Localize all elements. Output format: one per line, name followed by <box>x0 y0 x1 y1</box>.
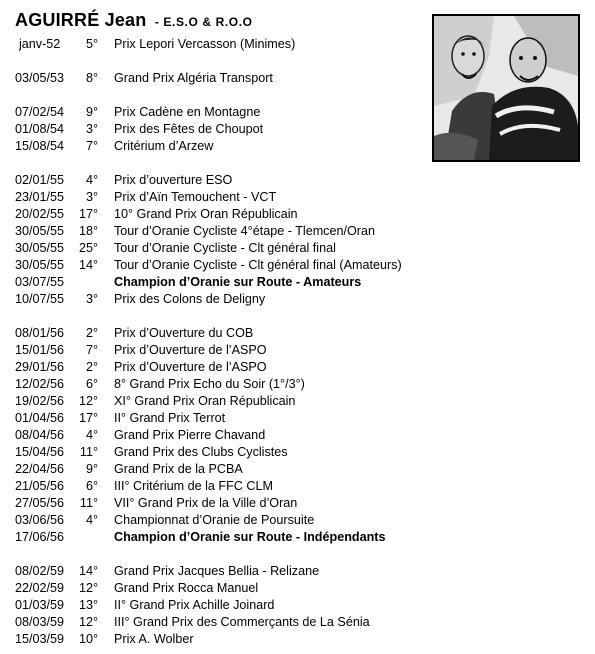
result-place: 11° <box>79 496 98 510</box>
result-event: Champion d’Oranie sur Route - Amateurs <box>114 275 362 289</box>
result-date: 20/02/55 <box>15 207 65 221</box>
result-place: 10° <box>78 632 98 646</box>
result-row <box>0 274 430 291</box>
result-row <box>0 291 430 308</box>
result-row <box>0 410 430 427</box>
result-row <box>0 359 430 376</box>
result-date: 15/08/54 <box>15 139 65 153</box>
result-event: Grand Prix Jacques Bellia - Relizane <box>114 564 320 578</box>
result-event: Tour d’Oranie Cycliste - Clt général final <box>114 241 336 255</box>
result-date: 15/03/59 <box>15 632 65 646</box>
result-event: Prix d’Aïn Temouchent - VCT <box>114 190 277 204</box>
result-row <box>0 597 430 614</box>
result-place: 7° <box>85 139 98 153</box>
result-date: 03/06/56 <box>15 513 65 527</box>
result-date: 08/01/56 <box>15 326 65 340</box>
results-list <box>0 36 430 648</box>
result-event: Grand Prix des Clubs Cyclistes <box>114 445 288 459</box>
result-event: VII° Grand Prix de la Ville d’Oran <box>114 496 298 510</box>
result-row <box>0 70 430 87</box>
result-row <box>0 36 430 53</box>
result-date: 01/03/59 <box>15 598 65 612</box>
result-row <box>0 189 430 206</box>
result-event: Prix des Fêtes de Choupot <box>114 122 264 136</box>
result-row <box>0 478 430 495</box>
result-place: 6° <box>85 377 98 391</box>
result-place: 14° <box>78 564 98 578</box>
spacer-row <box>0 53 430 70</box>
result-event: XI° Grand Prix Oran Républicain <box>114 394 296 408</box>
result-row <box>0 393 430 410</box>
result-place: 17° <box>78 411 98 425</box>
result-event: Prix d’Ouverture de l’ASPO <box>114 360 267 374</box>
result-date: 30/05/55 <box>15 241 65 255</box>
result-event: Prix Lepori Vercasson (Minimes) <box>114 37 296 51</box>
result-row <box>0 529 430 546</box>
result-row <box>0 172 430 189</box>
photo-image <box>434 16 578 160</box>
result-place: 8° <box>85 71 98 85</box>
result-event: Prix A. Wolber <box>114 632 194 646</box>
result-place: 13° <box>78 598 98 612</box>
result-date: 15/01/56 <box>15 343 65 357</box>
result-place: 14° <box>78 258 98 272</box>
spacer-row <box>0 155 430 172</box>
result-place: 6° <box>85 479 98 493</box>
result-date: 17/06/56 <box>15 530 65 544</box>
result-place: 4° <box>85 428 98 442</box>
result-event: III° Grand Prix des Commerçants de La Sénia <box>114 615 370 629</box>
result-row <box>0 138 430 155</box>
result-event: Prix d’Ouverture du COB <box>114 326 254 340</box>
rider-name: AGUIRRÉ Jean <box>15 10 147 30</box>
result-event: Prix Cadène en Montagne <box>114 105 261 119</box>
result-event: Champion d’Oranie sur Route - Indépendants <box>114 530 386 544</box>
result-date: 03/07/55 <box>15 275 65 289</box>
result-place: 4° <box>85 513 98 527</box>
result-place: 9° <box>85 105 98 119</box>
result-row <box>0 376 430 393</box>
result-place: 4° <box>85 173 98 187</box>
rider-clubs: - E.S.O & R.O.O <box>154 15 253 29</box>
result-date: 08/03/59 <box>15 615 65 629</box>
result-event: Grand Prix Algéria Transport <box>114 71 273 85</box>
result-date: 01/04/56 <box>15 411 65 425</box>
result-place: 9° <box>85 462 98 476</box>
result-row <box>0 257 430 274</box>
result-event: 10° Grand Prix Oran Républicain <box>114 207 298 221</box>
result-event: Grand Prix Pierre Chavand <box>114 428 266 442</box>
result-place: 18° <box>78 224 98 238</box>
result-event: Critérium d’Arzew <box>114 139 214 153</box>
result-place: 12° <box>78 581 98 595</box>
result-date: 30/05/55 <box>15 224 65 238</box>
result-place: 12° <box>78 394 98 408</box>
result-row <box>0 444 430 461</box>
result-row <box>0 240 430 257</box>
result-event: Tour d’Oranie Cycliste 4°étape - Tlemcen/Oran <box>114 224 375 238</box>
spacer-row <box>0 308 430 325</box>
result-event: Prix d’ouverture ESO <box>114 173 233 187</box>
result-row <box>0 121 430 138</box>
result-date: 01/08/54 <box>15 122 65 136</box>
result-event: II° Grand Prix Terrot <box>114 411 226 425</box>
result-date: 02/01/55 <box>15 173 65 187</box>
result-event: II° Grand Prix Achille Joinard <box>114 598 275 612</box>
result-date: 07/02/54 <box>15 105 65 119</box>
result-date: 29/01/56 <box>15 360 65 374</box>
result-row <box>0 461 430 478</box>
result-row <box>0 614 430 631</box>
result-place: 25° <box>78 241 98 255</box>
result-event: Tour d’Oranie Cycliste - Clt général final (Amateurs) <box>114 258 402 272</box>
result-event: Grand Prix de la PCBA <box>114 462 243 476</box>
result-row <box>0 206 430 223</box>
result-place: 3° <box>85 122 98 136</box>
result-place: 5° <box>85 37 98 51</box>
result-date: janv-52 <box>19 37 61 51</box>
result-place: 2° <box>85 326 98 340</box>
result-date: 19/02/56 <box>15 394 65 408</box>
result-event: 8° Grand Prix Echo du Soir (1°/3°) <box>114 377 305 391</box>
result-row <box>0 631 430 648</box>
result-place: 12° <box>78 615 98 629</box>
spacer-row <box>0 546 430 563</box>
result-row <box>0 104 430 121</box>
result-row <box>0 563 430 580</box>
result-date: 12/02/56 <box>15 377 65 391</box>
result-place: 3° <box>85 292 98 306</box>
result-row <box>0 580 430 597</box>
result-date: 03/05/53 <box>15 71 65 85</box>
spacer-row <box>0 87 430 104</box>
result-event: Championnat d’Oranie de Poursuite <box>114 513 315 527</box>
result-date: 22/04/56 <box>15 462 65 476</box>
result-event: Grand Prix Rocca Manuel <box>114 581 259 595</box>
rider-photo <box>432 14 580 162</box>
result-place: 7° <box>85 343 98 357</box>
result-date: 15/04/56 <box>15 445 65 459</box>
result-row <box>0 495 430 512</box>
result-date: 23/01/55 <box>15 190 65 204</box>
result-event: III° Critérium de la FFC CLM <box>114 479 273 493</box>
result-place: 2° <box>85 360 98 374</box>
result-date: 10/07/55 <box>15 292 65 306</box>
result-date: 08/04/56 <box>15 428 65 442</box>
result-row <box>0 223 430 240</box>
result-row <box>0 427 430 444</box>
result-date: 21/05/56 <box>15 479 65 493</box>
result-date: 22/02/59 <box>15 581 65 595</box>
result-place: 3° <box>85 190 98 204</box>
result-row <box>0 325 430 342</box>
result-date: 30/05/55 <box>15 258 65 272</box>
result-place: 17° <box>78 207 98 221</box>
result-event: Prix d’Ouverture de l’ASPO <box>114 343 267 357</box>
result-place: 11° <box>79 445 98 459</box>
result-row <box>0 512 430 529</box>
page-header <box>15 10 253 31</box>
result-row <box>0 342 430 359</box>
result-event: Prix des Colons de Deligny <box>114 292 266 306</box>
result-date: 27/05/56 <box>15 496 65 510</box>
result-date: 08/02/59 <box>15 564 65 578</box>
